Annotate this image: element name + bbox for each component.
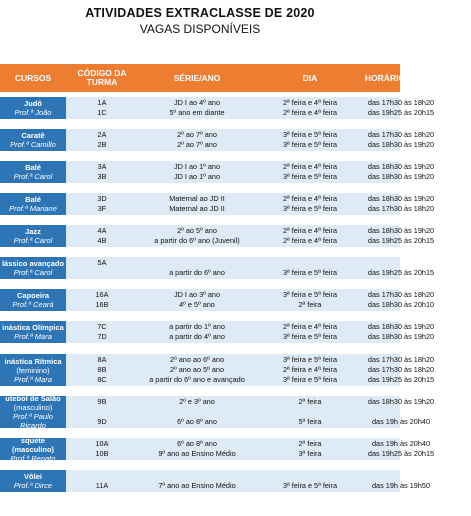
dia-cell: 3ª feira bbox=[298, 449, 322, 458]
dia-cell: 2ª feira bbox=[298, 439, 322, 448]
class-code-cell: 16B bbox=[95, 300, 109, 309]
course-subtitle: (masculino) bbox=[13, 403, 53, 412]
course-name: Judô bbox=[24, 99, 42, 108]
dia-cell: 2ª feira e 4ª feira bbox=[282, 194, 338, 203]
serie-ano-cell: a partir do 4º ano bbox=[169, 332, 225, 341]
class-code-cell: 2B bbox=[97, 140, 107, 149]
serie-ano-cell: a partir do 1º ano bbox=[169, 322, 225, 331]
serie-ano-cell: JD I ao 1º ano bbox=[173, 172, 221, 181]
course-name: squete (masculino) bbox=[11, 435, 55, 454]
course-group bbox=[0, 435, 435, 463]
dia-cell: 2ª feira e 4ª feira bbox=[282, 365, 338, 374]
class-code-cell: 3D bbox=[97, 194, 107, 203]
serie-ano-cell: 6º ao 8º ano bbox=[177, 417, 217, 426]
course-cell bbox=[0, 396, 66, 428]
course-group bbox=[0, 321, 435, 343]
class-code-cell: 3F bbox=[97, 204, 107, 213]
course-group bbox=[0, 161, 435, 183]
dia-cell: 2ª feira e 4ª feira bbox=[282, 108, 338, 117]
course-cell bbox=[0, 161, 66, 183]
table-row bbox=[66, 226, 435, 236]
serie-ano-cell: a partir do 6º ano (Juvenil) bbox=[154, 236, 240, 245]
horario-cell: das 18h30 às 19h20 bbox=[367, 140, 435, 149]
dia-cell: 2ª feira bbox=[298, 397, 322, 406]
col-dia: DIA bbox=[302, 72, 318, 83]
course-teacher: Prof.ª Paulo Ricardo bbox=[13, 412, 53, 430]
table-row bbox=[66, 300, 435, 310]
table-row bbox=[66, 355, 435, 365]
serie-ano-cell: 9º ano ao Ensino Médio bbox=[158, 449, 236, 458]
page-title: ATIVIDADES EXTRACLASSE DE 2020 bbox=[85, 6, 315, 20]
table-row bbox=[66, 332, 435, 342]
serie-ano-cell: 2º ano ao 5º ano bbox=[169, 365, 225, 374]
table-header bbox=[0, 64, 406, 92]
horario-cell: das 19h às 19h50 bbox=[371, 481, 431, 490]
course-teacher: Prof.ª Renato bbox=[10, 453, 56, 463]
course-group bbox=[0, 129, 435, 151]
class-code-cell: 11A bbox=[95, 481, 109, 490]
course-name: utebol de Salão bbox=[5, 394, 61, 403]
table-row bbox=[66, 322, 435, 332]
course-teacher: Prof.ª Camillo bbox=[10, 140, 56, 149]
course-name: Balé bbox=[25, 163, 41, 172]
dia-cell: 3ª feira e 5ª feira bbox=[282, 130, 338, 139]
serie-ano-cell: 5º ano em diante bbox=[169, 108, 225, 117]
dia-cell: 2ª feira e 4ª feira bbox=[282, 98, 338, 107]
course-group bbox=[0, 97, 435, 119]
course-group bbox=[0, 193, 435, 215]
course-name: Capoeira bbox=[16, 291, 50, 300]
course-cell bbox=[0, 225, 66, 247]
horario-cell: das 19h às 20h40 bbox=[371, 417, 431, 426]
course-name: inástica Olímpica bbox=[2, 323, 64, 332]
class-code-cell: 9D bbox=[97, 417, 107, 426]
horario-cell: das 18h30 às 19h20 bbox=[367, 194, 435, 203]
table-row bbox=[66, 268, 435, 278]
dia-cell: 3ª feira e 5ª feira bbox=[282, 140, 338, 149]
horario-cell: das 18h30 às 19h20 bbox=[367, 162, 435, 171]
class-code-cell: 8A bbox=[97, 355, 107, 364]
class-code-cell: 1A bbox=[97, 98, 107, 107]
table-row bbox=[66, 130, 435, 140]
course-teacher: Prof.ª Mara bbox=[14, 332, 52, 341]
serie-ano-cell: a partir do 6º ano bbox=[169, 268, 225, 277]
col-horario: HORÁRIO bbox=[364, 72, 406, 83]
serie-ano-cell: 2º e 3º ano bbox=[179, 397, 215, 406]
course-cell bbox=[0, 470, 66, 492]
serie-ano-cell: 2º ao 5º ano bbox=[177, 226, 217, 235]
course-teacher: Prof.ª Carol bbox=[13, 236, 53, 245]
serie-ano-cell: Maternal ao JD II bbox=[169, 194, 225, 203]
class-code-cell: 10B bbox=[95, 449, 109, 458]
course-cell bbox=[0, 193, 66, 215]
course-teacher: Prof.ª Carol bbox=[13, 172, 53, 181]
class-code-cell: 16A bbox=[95, 290, 109, 299]
table-row bbox=[66, 172, 435, 182]
dia-cell: 2ª feira e 4ª feira bbox=[282, 162, 338, 171]
dia-cell: 3ª feira e 5ª feira bbox=[282, 268, 338, 277]
class-code-cell: 4A bbox=[97, 226, 107, 235]
dia-cell: 3ª feira e 5ª feira bbox=[282, 172, 338, 181]
dia-cell: 2ª feira bbox=[298, 300, 322, 309]
horario-cell: das 18h30 às 19h20 bbox=[367, 226, 435, 235]
serie-ano-cell: 2º ao 7º ano bbox=[177, 140, 217, 149]
course-group bbox=[0, 394, 435, 430]
course-teacher: Prof.ª Dirce bbox=[13, 481, 53, 490]
horario-cell: das 17h30 às 18h20 bbox=[367, 130, 435, 139]
course-cell bbox=[0, 289, 66, 311]
course-group bbox=[0, 289, 435, 311]
course-cell bbox=[0, 257, 66, 279]
horario-cell: das 17h30 às 18h20 bbox=[367, 98, 435, 107]
table-row bbox=[66, 204, 435, 214]
class-code-cell: 8B bbox=[97, 365, 107, 374]
table-row bbox=[66, 375, 435, 385]
dia-cell: 3ª feira e 5ª feira bbox=[282, 204, 338, 213]
serie-ano-cell: 6º ao 8º ano bbox=[177, 439, 217, 448]
class-code-cell: 7D bbox=[97, 332, 107, 341]
table-row bbox=[66, 439, 431, 449]
serie-ano-cell: 4º e 5º ano bbox=[179, 300, 215, 309]
class-code-cell: 5A bbox=[97, 258, 107, 267]
course-name: Vôlei bbox=[24, 472, 42, 481]
horario-cell: das 19h25 às 20h15 bbox=[367, 375, 435, 384]
table-row bbox=[66, 365, 435, 375]
table-row bbox=[66, 290, 435, 300]
horario-cell: das 19h25 às 20h15 bbox=[367, 108, 435, 117]
course-teacher: Prof.ª Ceará bbox=[12, 300, 54, 309]
serie-ano-cell: 2º ao 7º ano bbox=[177, 130, 217, 139]
course-teacher: Prof.ª Mara bbox=[14, 374, 52, 384]
table-row bbox=[66, 471, 400, 481]
table-row bbox=[66, 236, 435, 246]
dia-cell: 3ª feira e 5ª feira bbox=[282, 355, 338, 364]
table-row bbox=[66, 108, 435, 118]
class-code-cell: 9B bbox=[97, 397, 107, 406]
dia-cell: 2ª feira e 4ª feira bbox=[282, 226, 338, 235]
table-row bbox=[66, 140, 435, 150]
dia-cell: 2ª feira e 4ª feira bbox=[282, 322, 338, 331]
class-code-cell: 8C bbox=[97, 375, 107, 384]
table-row bbox=[66, 258, 400, 268]
page-subtitle: VAGAS DISPONÍVEIS bbox=[139, 22, 261, 36]
course-name: Balé bbox=[25, 195, 41, 204]
serie-ano-cell: 7º ano ao Ensino Médio bbox=[158, 481, 236, 490]
dia-cell: 5ª feira bbox=[298, 417, 322, 426]
course-name: lássico avançado bbox=[1, 259, 65, 268]
class-code-cell: 10A bbox=[95, 439, 109, 448]
dia-cell: 3ª feira e 5ª feira bbox=[282, 481, 338, 490]
horario-cell: das 18h30 às 20h10 bbox=[367, 300, 435, 309]
table-row bbox=[66, 407, 400, 417]
table-row bbox=[66, 417, 431, 427]
class-code-cell: 1C bbox=[97, 108, 107, 117]
course-name: inástica Rítmica bbox=[4, 356, 62, 366]
col-serie-ano: SÉRIE/ANO bbox=[173, 72, 221, 83]
course-group bbox=[0, 354, 435, 386]
class-code-cell: 3B bbox=[97, 172, 107, 181]
horario-cell: das 19h25 às 20h15 bbox=[367, 449, 435, 458]
table-row bbox=[66, 162, 435, 172]
class-code-cell: 7C bbox=[97, 322, 107, 331]
horario-cell: das 17h30 às 18h20 bbox=[367, 365, 435, 374]
course-cell bbox=[0, 129, 66, 151]
dia-cell: 3ª feira e 5ª feira bbox=[282, 332, 338, 341]
horario-cell: das 17h30 às 18h20 bbox=[367, 204, 435, 213]
horario-cell: das 17h30 às 18h20 bbox=[367, 355, 435, 364]
class-code-cell: 4B bbox=[97, 236, 107, 245]
col-cursos: CURSOS bbox=[14, 72, 52, 83]
table-row bbox=[66, 397, 435, 407]
dia-cell: 3ª feira e 5ª feira bbox=[282, 290, 338, 299]
class-code-cell: 2A bbox=[97, 130, 107, 139]
horario-cell: das 17h30 às 18h20 bbox=[367, 290, 435, 299]
horario-cell: das 18h30 às 19h20 bbox=[367, 397, 435, 406]
horario-cell: das 19h às 20h40 bbox=[371, 439, 431, 448]
course-teacher: Prof.ª Carol bbox=[13, 268, 53, 277]
course-cell bbox=[0, 321, 66, 343]
table-row bbox=[66, 194, 435, 204]
serie-ano-cell: 2º ano ao 6º ano bbox=[169, 355, 225, 364]
course-subtitle: (feminino) bbox=[16, 365, 50, 375]
course-group bbox=[0, 225, 435, 247]
course-group bbox=[0, 470, 431, 492]
course-cell bbox=[0, 97, 66, 119]
course-name: Caratê bbox=[21, 131, 45, 140]
col-codigo-turma: CÓDIGO DA TURMA bbox=[77, 68, 127, 87]
table-row bbox=[66, 481, 431, 491]
horario-cell: das 19h25 às 20h15 bbox=[367, 268, 435, 277]
serie-ano-cell: a partir do 6º ano e avançado bbox=[149, 375, 245, 384]
course-group bbox=[0, 257, 435, 279]
horario-cell: das 18h30 às 19h20 bbox=[367, 322, 435, 331]
table-row bbox=[66, 449, 435, 459]
serie-ano-cell: JD I ao 1º ano bbox=[173, 162, 221, 171]
course-cell bbox=[0, 354, 66, 386]
course-teacher: Prof.ª João bbox=[14, 108, 52, 117]
serie-ano-cell: JD I ao 4º ano bbox=[173, 98, 221, 107]
horario-cell: das 18h30 às 19h20 bbox=[367, 172, 435, 181]
class-code-cell: 3A bbox=[97, 162, 107, 171]
serie-ano-cell: Maternal ao JD II bbox=[169, 204, 225, 213]
horario-cell: das 18h30 às 19h20 bbox=[367, 332, 435, 341]
table-row bbox=[66, 98, 435, 108]
dia-cell: 3ª feira e 5ª feira bbox=[282, 375, 338, 384]
serie-ano-cell: JD I ao 3º ano bbox=[173, 290, 221, 299]
dia-cell: 2ª feira e 4ª feira bbox=[282, 236, 338, 245]
horario-cell: das 19h25 às 20h15 bbox=[367, 236, 435, 245]
course-name: Jazz bbox=[25, 227, 41, 236]
course-cell bbox=[0, 435, 66, 463]
course-teacher: Prof.ª Mariane bbox=[9, 204, 57, 213]
